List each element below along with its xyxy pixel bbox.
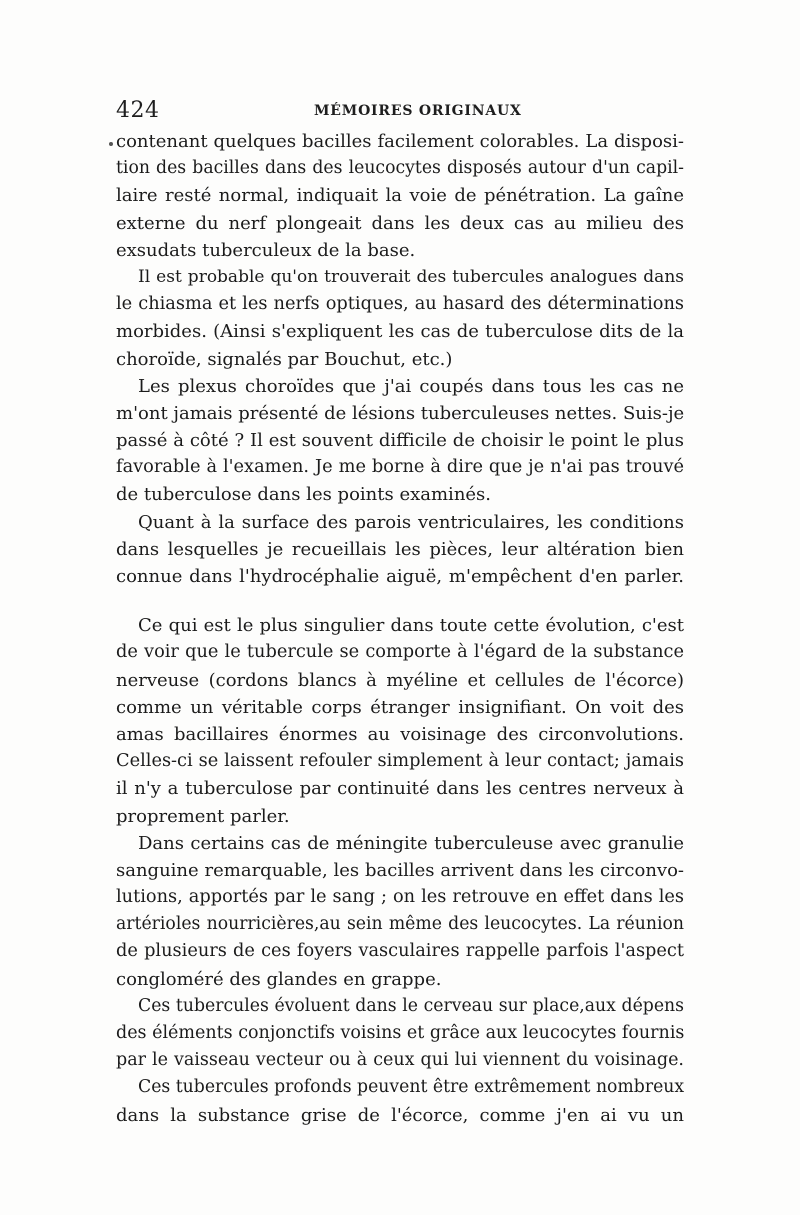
text-line: Quant à la surface des parois ventriculaires, les conditions <box>138 511 684 533</box>
text-line: tion des bacilles dans des leucocytes disposés autour d'un capil- <box>116 158 684 179</box>
text-line: Celles-ci se laissent refouler simplement à leur contact; jamais <box>116 751 684 772</box>
body-text <box>116 128 684 1129</box>
text-line: Ces tubercules profonds peuvent être extrêmement nombreux <box>138 1077 685 1098</box>
text-line: des éléments conjonctifs voisins et grâce aux leucocytes fournis <box>116 1023 685 1043</box>
text-line: passé à côté ? Il est souvent difficile de choisir le point le plus <box>116 430 684 452</box>
paragraph-2 <box>116 264 684 373</box>
text-line: Dans certains cas de méningite tuberculeuse avec granulie <box>138 832 684 854</box>
text-line: Il est probable qu'on trouverait des tubercules analogues dans <box>138 266 684 287</box>
text-line: dans la substance grise de l'écorce, comme j'en ai vu un <box>116 1104 684 1126</box>
text-line: laire resté normal, indiquait la voie de pénétration. La gaîne <box>116 185 684 207</box>
text-line: artérioles nourricières,au sein même des leucocytes. La réunion <box>116 914 684 935</box>
text-line: morbides. (Ainsi s'expliquent les cas de tuberculose dits de la <box>116 321 684 343</box>
text-line: nerveuse (cordons blancs à myéline et cellules de l'écorce) <box>116 669 684 691</box>
text-line: le chiasma et les nerfs optiques, au hasard des déterminations <box>116 294 684 315</box>
text-line: amas bacillaires énormes au voisinage des circonvolutions. <box>116 723 684 745</box>
running-title: MÉMOIRES ORIGINAUX <box>314 103 522 119</box>
paragraph-1 <box>116 128 684 264</box>
text-line: de tuberculose dans les points examinés. <box>116 484 492 506</box>
text-line: favorable à l'examen. Je me borne à dire que je n'ai pas trouvé <box>116 457 684 478</box>
paragraph-7 <box>116 993 684 1075</box>
paragraph-4 <box>116 509 684 591</box>
section-gap <box>116 590 684 612</box>
paragraph-8 <box>116 1074 684 1128</box>
text-line: exsudats tuberculeux de la base. <box>116 239 416 261</box>
text-line: Les plexus choroïdes que j'ai coupés dans tous les cas ne <box>138 375 684 397</box>
paragraph-6 <box>116 830 684 993</box>
text-line: m'ont jamais présenté de lésions tuberculeuses nettes. Suis-je <box>116 402 685 424</box>
text-line: comme un véritable corps étranger insignifiant. On voit des <box>116 696 684 718</box>
page-number: 424 <box>116 98 160 123</box>
text-line: congloméré des glandes en grappe. <box>116 968 442 990</box>
text-line: de plusieurs de ces foyers vasculaires rappelle parfois l'aspect <box>116 941 684 962</box>
paragraph-5 <box>116 612 684 830</box>
page-header <box>112 96 687 126</box>
text-line: sanguine remarquable, les bacilles arrivent dans les circonvo- <box>116 859 684 881</box>
text-line: de voir que le tubercule se comporte à l'égard de la substance <box>116 642 684 663</box>
text-line: lutions, apportés par le sang ; on les retrouve en effet dans les <box>116 887 684 908</box>
text-line: il n'y a tuberculose par continuité dans les centres nerveux à <box>116 778 684 800</box>
paragraph-3 <box>116 373 684 509</box>
text-line: Ces tubercules évoluent dans le cerveau sur place,aux dépens <box>138 995 684 1016</box>
text-line: externe du nerf plongeait dans les deux cas au milieu des <box>116 212 684 234</box>
text-line: par le vaisseau vecteur ou à ceux qui lui viennent du voisinage. <box>116 1050 684 1071</box>
text-line: connue dans l'hydrocéphalie aiguë, m'empêchent d'en parler. <box>116 566 684 587</box>
margin-mark <box>109 142 113 146</box>
text-line: Ce qui est le plus singulier dans toute cette évolution, c'est <box>138 615 684 637</box>
text-line: choroïde, signalés par Bouchut, etc.) <box>116 348 453 370</box>
text-line: proprement parler. <box>116 805 290 827</box>
text-line: contenant quelques bacilles facilement colorables. La disposi- <box>116 131 684 152</box>
text-line: dans lesquelles je recueillais les pièces, leur altération bien <box>116 538 684 560</box>
